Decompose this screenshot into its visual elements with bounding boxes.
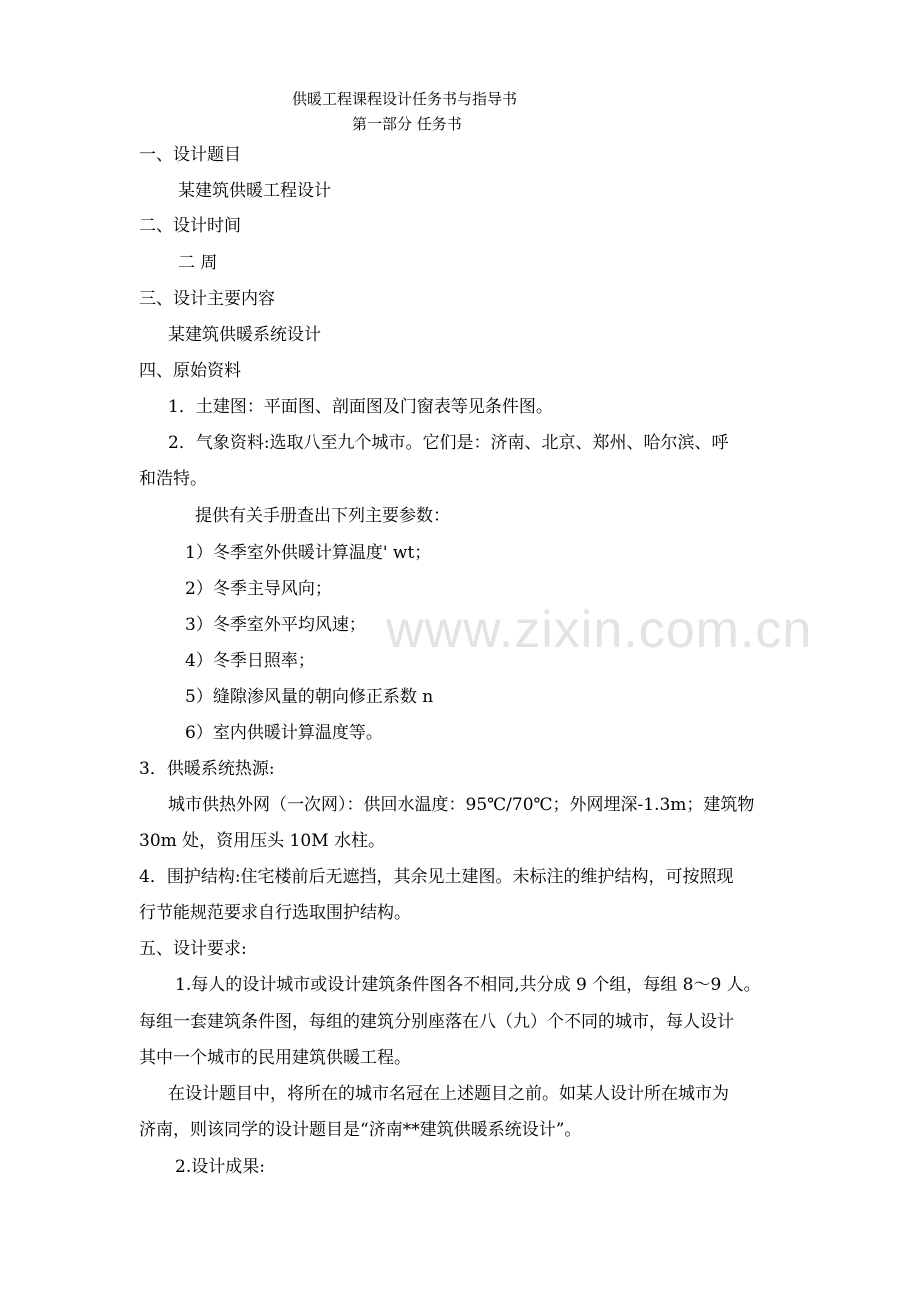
watermark: www.zixin.com.cn xyxy=(386,601,813,659)
materials-item-3-line-1: 城市供热外网（一次网）：供回水温度：95℃/70℃；外网埋深-1.3m；建筑物 xyxy=(168,795,755,815)
params-intro: 提供有关手册查出下列主要参数： xyxy=(195,506,450,526)
materials-item-2-line-2: 和浩特。 xyxy=(139,469,207,489)
document-title: 供暖工程课程设计任务书与指导书 xyxy=(292,90,518,108)
param-item-5: 5）缝隙渗风量的朝向修正系数 n xyxy=(185,687,434,707)
param-item-1: 1）冬季室外供暖计算温度' wt； xyxy=(185,543,432,563)
section-heading-1: 一、设计题目 xyxy=(139,145,241,165)
materials-item-2-line-1: 2．气象资料:选取八至九个城市。它们是：济南、北京、郑州、哈尔滨、呼 xyxy=(168,433,729,453)
param-item-4: 4）冬季日照率； xyxy=(185,651,315,671)
requirements-item-1-line-1: 1.每人的设计城市或设计建筑条件图各不相同,共分成 9 个组，每组 8～9 人。 xyxy=(175,975,761,995)
section-body-3: 某建筑供暖系统设计 xyxy=(168,325,321,345)
section-heading-3: 三、设计主要内容 xyxy=(139,289,275,309)
section-heading-5: 五、设计要求: xyxy=(139,939,247,959)
materials-item-3-line-2: 30m 处，资用压头 10M 水柱。 xyxy=(139,831,386,851)
requirements-item-2: 2.设计成果: xyxy=(175,1157,265,1177)
section-body-1: 某建筑供暖工程设计 xyxy=(178,181,331,201)
materials-item-3: 3．供暖系统热源: xyxy=(139,759,275,779)
section-heading-2: 二、设计时间 xyxy=(139,216,241,236)
section-body-2: 二 周 xyxy=(178,253,218,273)
document-subtitle: 第一部分 任务书 xyxy=(352,115,462,133)
param-item-6: 6）室内供暖计算温度等。 xyxy=(185,723,383,743)
section-heading-4: 四、原始资料 xyxy=(139,361,241,381)
materials-item-4-line-1: 4．围护结构:住宅楼前后无遮挡，其余见土建图。未标注的维护结构，可按照现 xyxy=(139,867,734,887)
requirements-para-2-line-2: 济南，则该同学的设计题目是“济南**建筑供暖系统设计”。 xyxy=(139,1120,582,1140)
param-item-2: 2）冬季主导风向； xyxy=(185,579,332,599)
requirements-para-2-line-1: 在设计题目中，将所在的城市名冠在上述题目之前。如某人设计所在城市为 xyxy=(168,1084,729,1104)
requirements-item-1-line-3: 其中一个城市的民用建筑供暖工程。 xyxy=(139,1048,411,1068)
param-item-3: 3）冬季室外平均风速； xyxy=(185,615,366,635)
requirements-item-1-line-2: 每组一套建筑条件图，每组的建筑分别座落在八（九）个不同的城市，每人设计 xyxy=(139,1012,734,1032)
materials-item-4-line-2: 行节能规范要求自行选取围护结构。 xyxy=(139,903,411,923)
materials-item-1: 1．土建图：平面图、剖面图及门窗表等见条件图。 xyxy=(168,397,553,417)
